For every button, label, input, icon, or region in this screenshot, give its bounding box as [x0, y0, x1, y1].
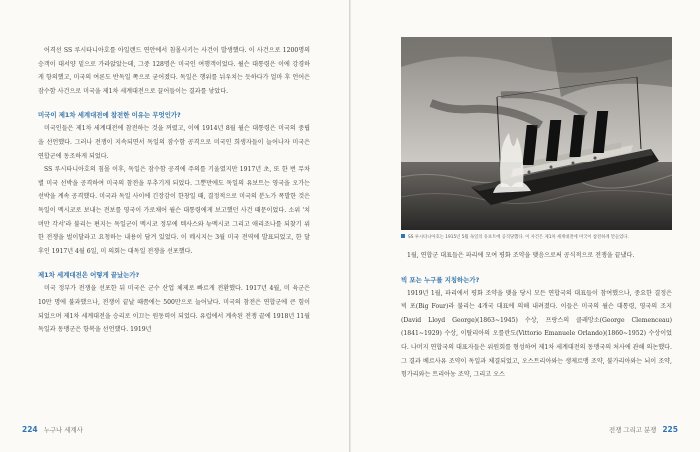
photo-caption — [401, 234, 672, 241]
section-heading-how-war-ended: 제1차 세계대전은 어떻게 끝났는가? — [38, 271, 140, 280]
page-number: 224 — [22, 425, 38, 434]
left-footer — [18, 425, 83, 434]
paragraph: 1919년 1월, 파리에서 평화 조약을 맺을 당시 모든 연합국의 대표들이 참여했으나, 중요한 결정은 빅 포(Big Four)라 불리는 4개국 대표에 의해 내려졌다. 이들은 미국의 윌슨 대통령, 영국의 조지(David Lloyd George)(1863~1945) 수상, 프랑스의 클레망소(George Clemenceau)(1841~1929) 수상, 이탈리아의 오를란도(Vittorio Emanuele Orlando)(1860~1952) 수상이었다. 나머지 연합국의 대표자들은 위원회를 형성하여 제1차 세계대전의 동맹국의 처사에 관해 의논했다. 그 결과 베르사유 조약이 독일과 체결되었고, 오스트리아와는 생제르맹 조약, 불가리아와는 뇌이 조약, 헝가리와는 트리아농 조약, 그리고 오스 — [401, 289, 672, 379]
right-page — [351, 0, 700, 452]
lusitania-illustration — [401, 37, 672, 230]
section-heading-why-us-entered: 미국이 제1차 세계대전에 참전한 이유는 무엇인가? — [38, 111, 181, 120]
paragraph: 1월, 연합군 대표들은 파리에 모여 평화 조약을 맺음으로써 공식적으로 전쟁을 끝냈다. — [407, 252, 635, 259]
right-footer — [609, 425, 682, 434]
paragraph: 어격선 SS 루시타니아호를 아일랜드 연안에서 침몰시키는 사건이 발생했다. 이 사건으로 1200명의 승객이 대서양 밑으로 가라앉았는데, 그중 128명은 미국인 여행객이었다. 윌슨 대통령은 이에 강경하게 항의했고, 미국의 여론도 반독일 쪽으로 굳어졌다. 독일은 행위를 뉘우치는 듯하다가 얼마 후 언어은 잠수함 사건으로 미국을 제1차 세계대전으로 끌어들이는 결과를 낳았다. — [38, 47, 310, 95]
section-heading-big-four: 빅 포는 누구를 지칭하는가? — [401, 275, 480, 284]
page-number: 225 — [662, 425, 678, 434]
paragraph: SS 루시타니아호의 침몰 이후, 독일은 잠수함 공격에 주의를 기울였지만 1917년 초, 또 한 번 무차별 미국 선박을 공격하여 미국의 참전을 부추기게 되었다. 그뿐만에도 독일의 유보트는 영국을 오가는 선박을 계속 공격했다. 미국과 독일 사이에 긴장감이 한창일 때, 결정적으로 미국의 분노가 폭발한 것은 독일이 멕시코로 보내는 전보를 영국이 가로채어 윌슨 대통령에게 보고했던 사건 때문이었다. 소위 '치머만 각서'라 불리는 편지는 독일군이 멕시코 정부에 텍사스와 뉴멕시코 그리고 애리조나를 되찾기 위한 전쟁을 벌이달라고 요청하는 내용이 담겨 있었다. 이 메시지는 3월 미국 전역에 발표되었고, 한 달 후인 1917년 4월 6일, 미 의회는 대독일 전쟁을 선포했다. — [38, 166, 310, 255]
running-title: 전쟁 그리고 분쟁 — [609, 426, 657, 434]
caption-text: SS 루시타니아호는 1915년 5월 독일의 유보트에 공격당했다. 이 사건은 제1차 세계대전에 미국이 참전하게 만들었다. — [408, 235, 629, 240]
paragraph: 미국 정부가 전쟁을 선포한 뒤 미국은 군수 산업 체제로 빠르게 전환했다. 1917년 4월, 미 육군은 10만 명에 불과했으나, 전쟁이 끝날 때쯤에는 500만으로 늘어났다. 미국의 참전은 연합군에 큰 힘이 되었으며 제1차 세계대전을 승리로 이끄는 원동력이 되었다. 유럽에서 계속된 전쟁 끝에 1918년 11월 독일과 동맹군은 항복을 선언했다. 1919년 — [38, 285, 310, 334]
ship-image — [401, 37, 672, 230]
right-text-column — [401, 249, 672, 382]
caption-marker — [401, 234, 405, 238]
paragraph: 미국인들은 제1차 세계대전에 참전하는 것을 꺼렸고, 이에 1914년 8월 윌슨 대통령은 미국의 중립을 선언했다. 그러나 전쟁이 지속되면서 독일의 잠수함 공격으로 미국인 희생자들이 늘어나자 미국은 연합군에 동조하게 되었다. — [38, 125, 310, 160]
left-text-column — [38, 44, 310, 337]
left-page — [0, 0, 349, 452]
running-title: 누구나 세계사 — [43, 426, 83, 434]
